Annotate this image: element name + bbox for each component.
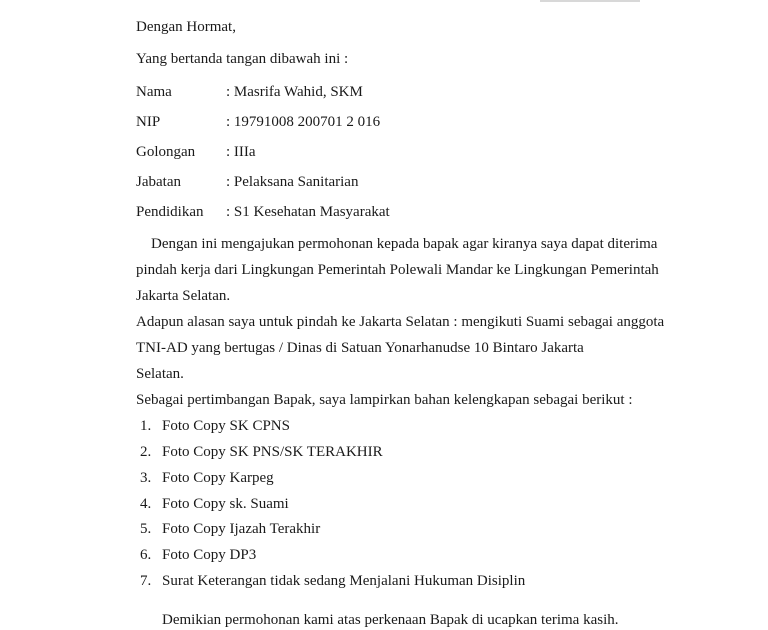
list-text: Foto Copy SK PNS/SK TERAKHIR (162, 444, 383, 460)
list-number: 5. (140, 521, 152, 537)
list-item (136, 546, 256, 564)
field-label: Pendidikan (136, 204, 204, 220)
field-jabatan (136, 173, 358, 191)
field-label: Nama (136, 84, 172, 100)
field-value: : Pelaksana Sanitarian (226, 174, 359, 190)
field-label: NIP (136, 114, 161, 130)
field-pendidikan (136, 203, 390, 221)
list-number: 3. (140, 470, 152, 486)
intro-line: Yang bertanda tangan dibawah ini : (136, 51, 349, 67)
list-number: 2. (140, 444, 152, 460)
paragraph1-line: Jakarta Selatan. (136, 288, 231, 304)
paragraph2-line: TNI-AD yang bertugas / Dinas di Satuan Yonarhanudse 10 Bintaro Jakarta (136, 340, 584, 356)
top-divider (540, 0, 640, 2)
list-item (136, 520, 320, 538)
paragraph1-line: Dengan ini mengajukan permohonan kepada bapak agar kiranya saya dapat diterima (151, 236, 658, 252)
list-item (136, 469, 274, 487)
list-number: 7. (140, 573, 152, 589)
list-text: Foto Copy DP3 (162, 547, 257, 563)
list-number: 4. (140, 496, 152, 512)
salutation: Dengan Hormat, (136, 19, 236, 35)
list-text: Foto Copy Karpeg (162, 470, 274, 486)
field-label: Jabatan (136, 174, 181, 190)
list-item (136, 417, 290, 435)
list-text: Foto Copy SK CPNS (162, 418, 290, 434)
field-golongan (136, 143, 256, 161)
list-item (136, 572, 525, 590)
attachments-intro: Sebagai pertimbangan Bapak, saya lampirkan bahan kelengkapan sebagai berikut : (136, 392, 633, 408)
paragraph2-line: Selatan. (136, 366, 184, 382)
list-item (136, 495, 289, 513)
field-label: Golongan (136, 144, 196, 160)
field-value: : 19791008 200701 2 016 (226, 114, 381, 130)
paragraph2-line: Adapun alasan saya untuk pindah ke Jakarta Selatan : mengikuti Suami sebagai anggota (136, 314, 665, 330)
list-item (136, 443, 383, 461)
list-number: 1. (140, 418, 152, 434)
list-text: Foto Copy Ijazah Terakhir (162, 521, 321, 537)
field-value: : IIIa (226, 144, 256, 160)
field-nip (136, 113, 380, 131)
paragraph1-line: pindah kerja dari Lingkungan Pemerintah Polewali Mandar ke Lingkungan Pemerintah (136, 262, 659, 278)
closing-line: Demikian permohonan kami atas perkenaan Bapak di ucapkan terima kasih. (162, 612, 619, 628)
field-nama (136, 83, 363, 101)
field-value: : S1 Kesehatan Masyarakat (226, 204, 390, 220)
list-text: Surat Keterangan tidak sedang Menjalani Hukuman Disiplin (162, 573, 526, 589)
list-number: 6. (140, 547, 152, 563)
field-value: : Masrifa Wahid, SKM (226, 84, 363, 100)
list-text: Foto Copy sk. Suami (162, 496, 289, 512)
